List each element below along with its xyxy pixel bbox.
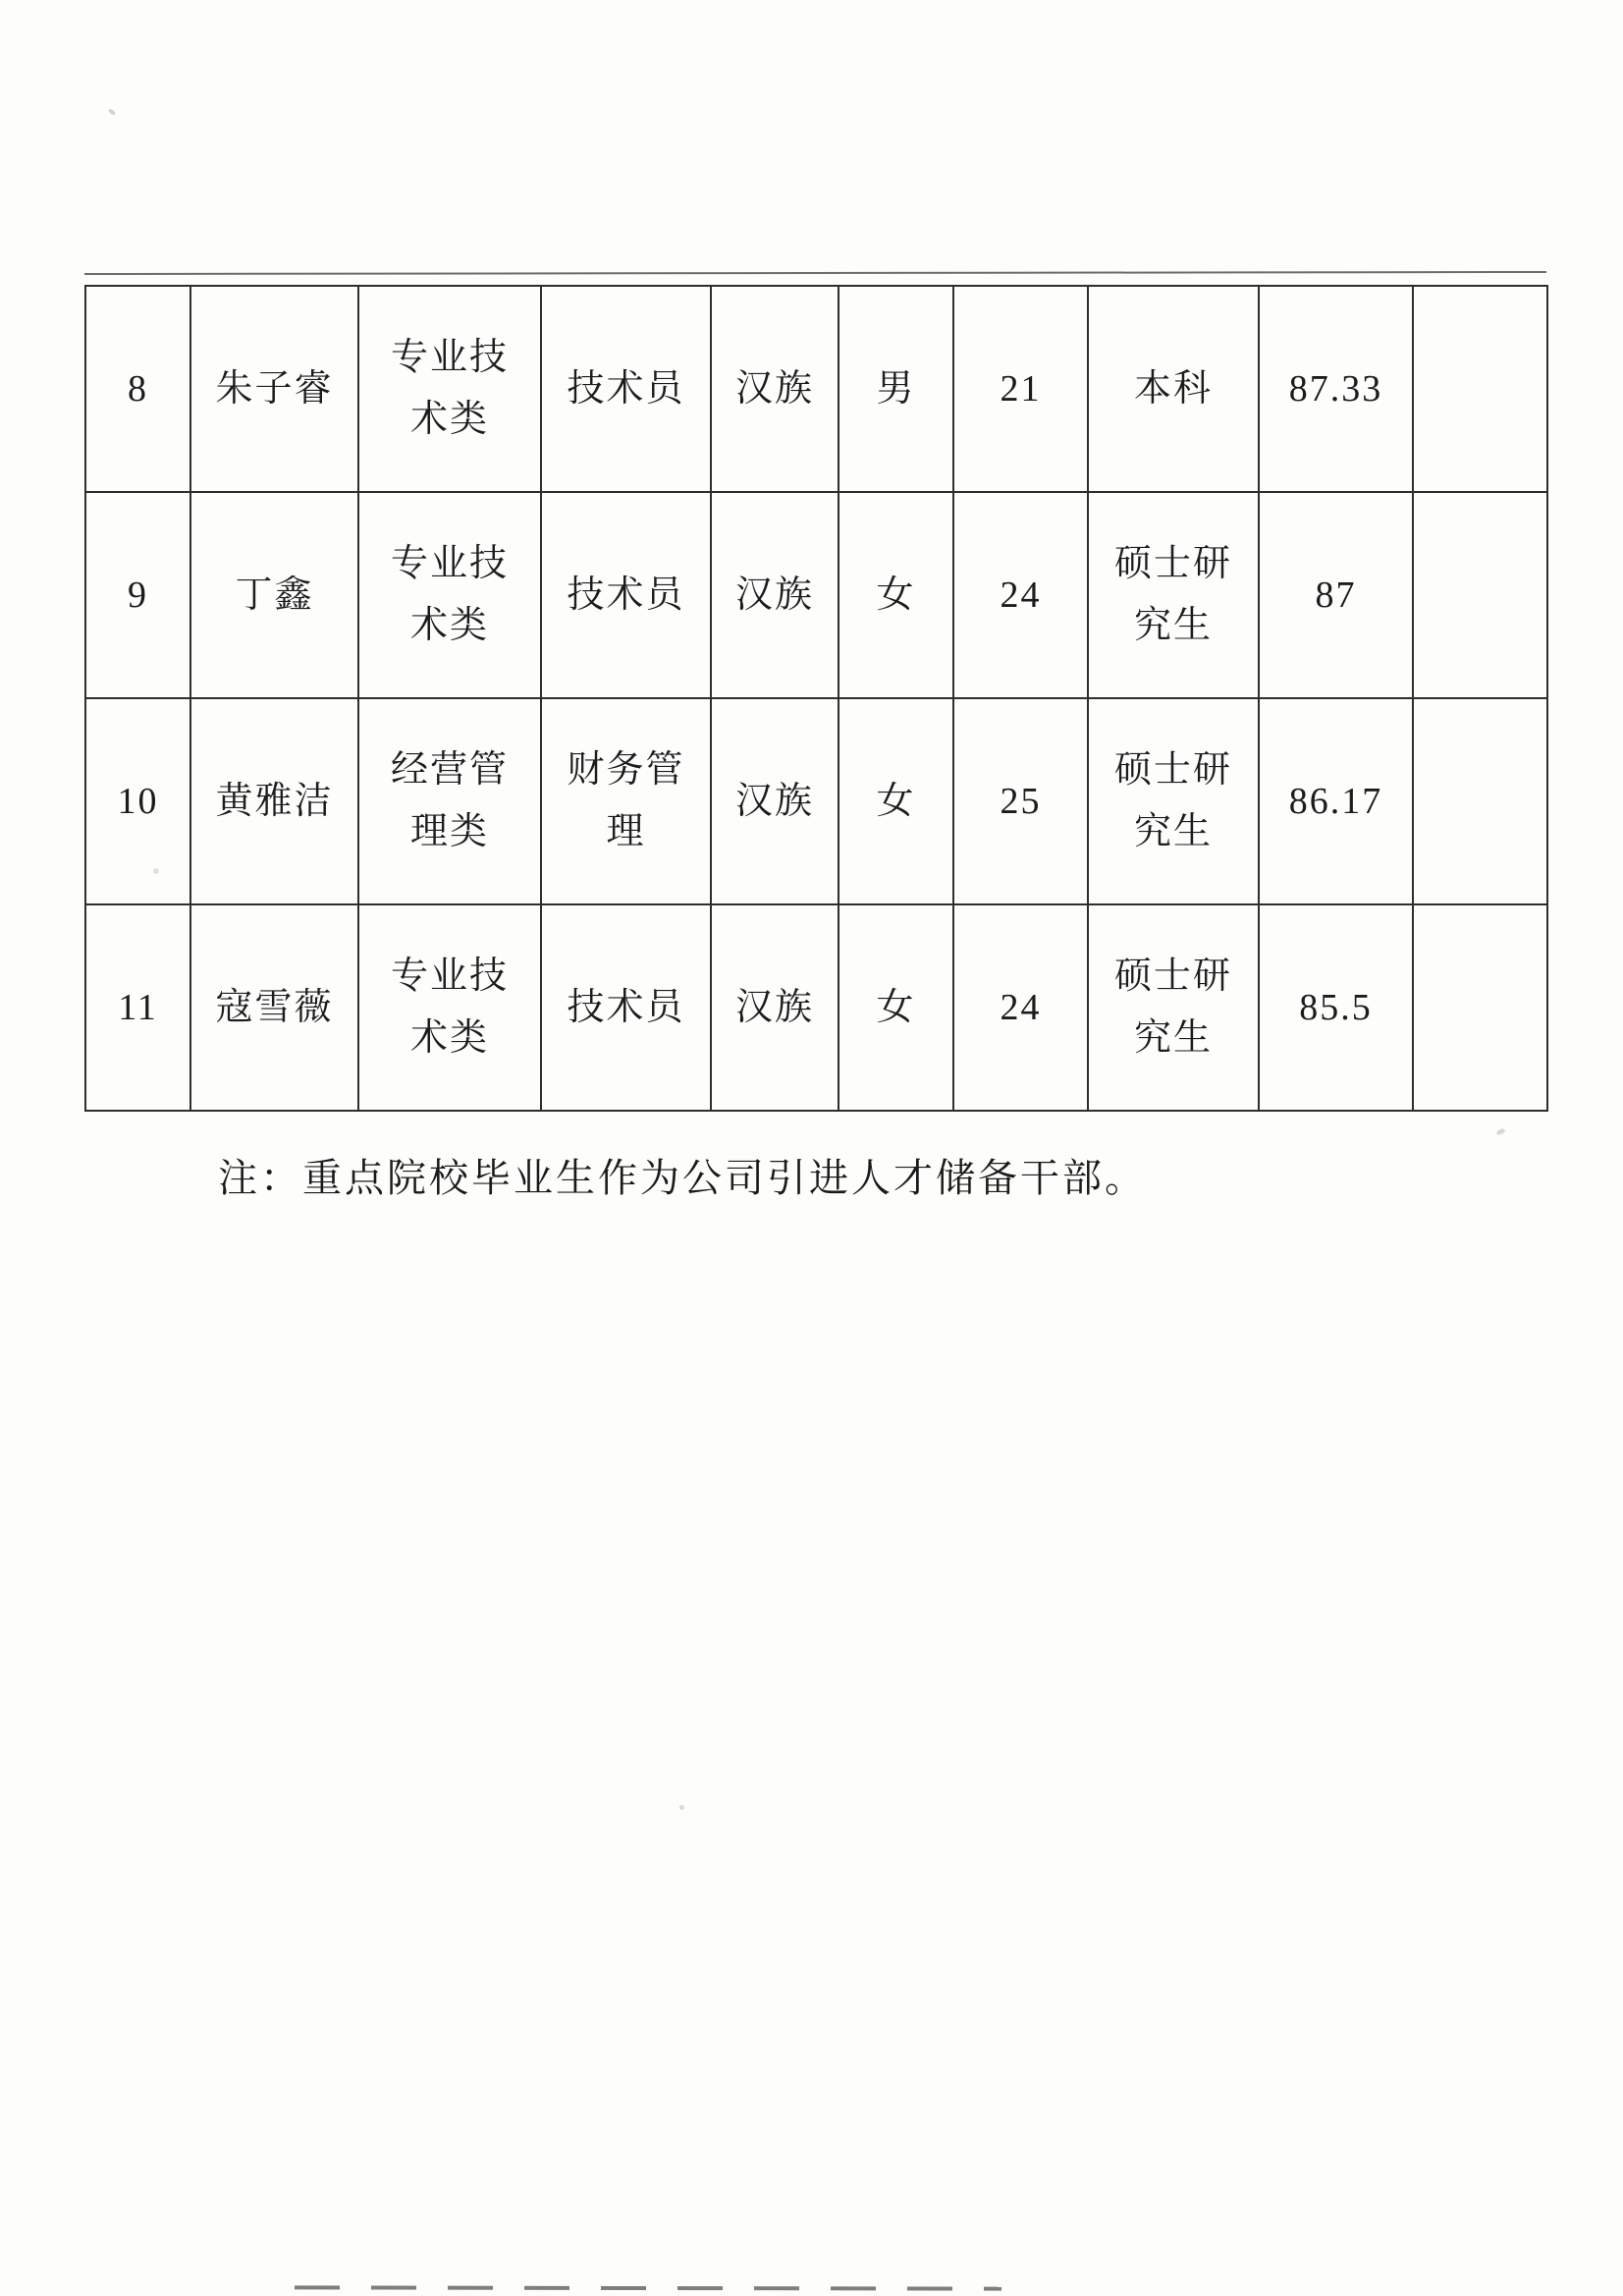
cell-number: 9 (85, 492, 190, 698)
cell-score: 86.17 (1259, 698, 1413, 904)
cell-remark (1413, 904, 1547, 1111)
cell-score: 87.33 (1259, 286, 1413, 492)
cell-name: 丁鑫 (190, 492, 358, 698)
cell-score: 85.5 (1259, 904, 1413, 1111)
cell-remark (1413, 492, 1547, 698)
cell-remark (1413, 286, 1547, 492)
cell-education: 硕士研究生 (1088, 492, 1259, 698)
cell-number: 11 (85, 904, 190, 1111)
cell-name: 黄雅洁 (190, 698, 358, 904)
cell-gender: 女 (839, 492, 953, 698)
cell-age: 24 (953, 492, 1088, 698)
cell-gender: 男 (839, 286, 953, 492)
table-row (85, 698, 1547, 904)
cell-category: 专业技术类 (358, 492, 541, 698)
cell-age: 25 (953, 698, 1088, 904)
scan-artifact (1495, 1127, 1505, 1135)
cell-position: 财务管理 (541, 698, 711, 904)
cell-age: 21 (953, 286, 1088, 492)
table-row (85, 492, 1547, 698)
table-top-ghost-line (84, 271, 1546, 275)
cell-education: 硕士研究生 (1088, 904, 1259, 1111)
cell-score: 87 (1259, 492, 1413, 698)
scan-artifact (108, 108, 117, 116)
table-row (85, 904, 1547, 1111)
cell-education: 本科 (1088, 286, 1259, 492)
cell-ethnicity: 汉族 (711, 492, 839, 698)
cell-education: 硕士研究生 (1088, 698, 1259, 904)
cell-position: 技术员 (541, 286, 711, 492)
footnote: 注：重点院校毕业生作为公司引进人才储备干部。 (218, 1156, 1147, 1200)
cell-category: 经营管理类 (358, 698, 541, 904)
cell-position: 技术员 (541, 492, 711, 698)
cell-remark (1413, 698, 1547, 904)
cell-name: 寇雪薇 (190, 904, 358, 1111)
cell-number: 8 (85, 286, 190, 492)
cell-ethnicity: 汉族 (711, 698, 839, 904)
cell-ethnicity: 汉族 (711, 904, 839, 1111)
table-row (85, 286, 1547, 492)
cell-age: 24 (953, 904, 1088, 1111)
scan-artifact (679, 1805, 684, 1810)
scan-edge-artifact (295, 2285, 1001, 2290)
cell-gender: 女 (839, 904, 953, 1111)
cell-category: 专业技术类 (358, 904, 541, 1111)
candidate-table (84, 285, 1548, 1112)
cell-number: 10 (85, 698, 190, 904)
cell-ethnicity: 汉族 (711, 286, 839, 492)
cell-gender: 女 (839, 698, 953, 904)
cell-position: 技术员 (541, 904, 711, 1111)
cell-name: 朱子睿 (190, 286, 358, 492)
cell-category: 专业技术类 (358, 286, 541, 492)
